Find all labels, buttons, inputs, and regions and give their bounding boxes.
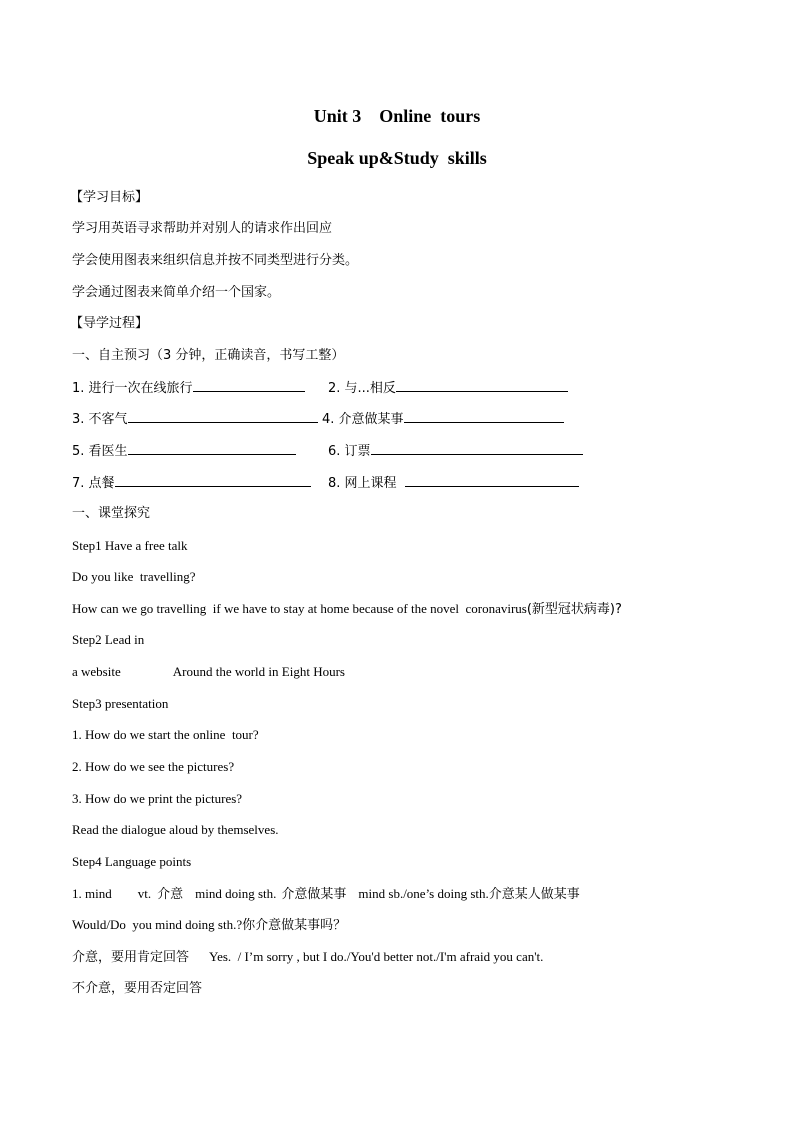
preview-item: 2. 与...相反 xyxy=(328,379,568,397)
presentation-question: 1. How do we start the online tour? xyxy=(72,727,259,742)
website-name: Around the world in Eight Hours xyxy=(172,664,345,679)
answer-blank[interactable] xyxy=(193,379,305,392)
answer-blank[interactable] xyxy=(371,442,583,455)
answer-blank[interactable] xyxy=(405,474,579,487)
preview-item: 5. 看医生 xyxy=(72,442,296,460)
goal-item: 学习用英语寻求帮助并对别人的请求作出回应 xyxy=(72,221,333,236)
answer-blank[interactable] xyxy=(115,474,311,487)
step2-heading: Step2 Lead in xyxy=(72,632,145,647)
question-covid: How can we go travelling if we have to stay at home because of the novel coronavirus(新型冠状病毒)? xyxy=(72,601,622,617)
answer-blank[interactable] xyxy=(128,442,296,455)
preview-item: 4. 介意做某事 xyxy=(322,410,564,428)
step1-heading: Step1 Have a free talk xyxy=(72,538,188,553)
page-title: Unit 3 Online tours xyxy=(313,106,481,126)
step3-heading: Step3 presentation xyxy=(72,696,169,711)
no-answer: 不介意，要用否定回答 xyxy=(72,981,203,996)
website-line: a website Around the world in Eight Hours xyxy=(72,664,345,679)
preview-item: 8. 网上课程 xyxy=(328,474,579,492)
would-pattern: Would/Do you mind doing sth.?你介意做某事吗？ xyxy=(72,917,347,933)
preview-item: 1. 进行一次在线旅行 xyxy=(72,379,305,397)
goal-item: 学会使用图表来组织信息并按不同类型进行分类。 xyxy=(72,253,359,268)
page-subtitle: Speak up&Study skills xyxy=(307,148,487,168)
presentation-question: 3. How do we print the pictures? xyxy=(72,791,243,806)
goal-item: 学会通过图表来简单介绍一个国家。 xyxy=(72,285,281,300)
goals-heading: 【学习目标】 xyxy=(70,190,149,205)
answer-blank[interactable] xyxy=(128,410,318,423)
preview-item: 7. 点餐 xyxy=(72,474,311,492)
yes-answer: 介意，要用肯定回答 Yes. / I’m sorry , but I do./You'd better not./I'm afraid you can't. xyxy=(72,949,544,965)
preview-item: 3. 不客气 xyxy=(72,410,318,428)
preview-item: 6. 订票 xyxy=(328,442,583,460)
process-heading: 【导学过程】 xyxy=(70,316,149,331)
read-instruction: Read the dialogue aloud by themselves. xyxy=(72,822,279,837)
presentation-question: 2. How do we see the pictures? xyxy=(72,759,235,774)
step4-heading: Step4 Language points xyxy=(72,854,192,869)
class-heading: 一、课堂探究 xyxy=(72,506,151,521)
answer-blank[interactable] xyxy=(404,410,564,423)
mind-definition: 1. mind vt. 介意 mind doing sth. 介意做某事 mind sb./one’s doing sth.介意某人做某事 xyxy=(72,886,580,902)
answer-blank[interactable] xyxy=(396,379,568,392)
preview-heading: 一、自主预习（3 分钟，正确读音，书写工整） xyxy=(72,348,345,363)
question-travel: Do you like travelling? xyxy=(72,569,196,584)
